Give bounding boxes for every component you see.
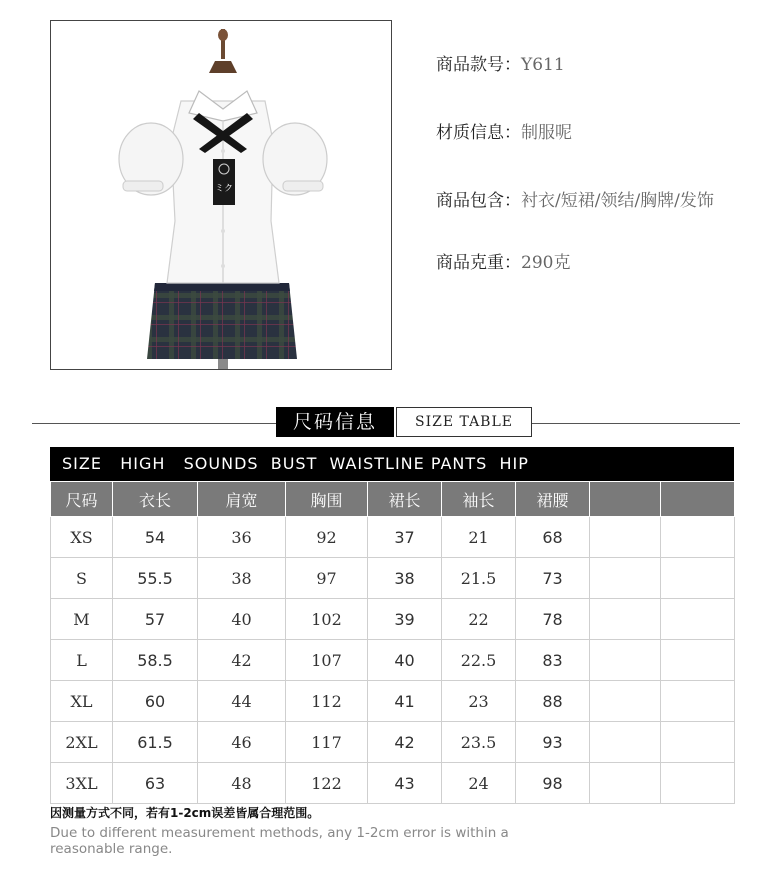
table-cell: 37 — [368, 517, 442, 558]
badge-text: ミク — [214, 184, 234, 194]
table-cell — [661, 517, 735, 558]
size-cell: 2XL — [51, 722, 113, 763]
info-label: 材质信息： — [436, 123, 521, 143]
info-value: 衬衣/短裙/领结/胸牌/发饰 — [521, 191, 714, 211]
size-table-title-en: SIZE TABLE — [396, 407, 532, 437]
table-cell — [590, 763, 661, 804]
table-cell: 43 — [368, 763, 442, 804]
table-cell: 55.5 — [113, 558, 198, 599]
uniform-illustration — [51, 21, 391, 369]
table-cell: 73 — [516, 558, 590, 599]
table-row — [51, 763, 735, 804]
info-weight — [436, 248, 570, 273]
column-header — [661, 482, 735, 517]
table-cell: 98 — [516, 763, 590, 804]
table-row — [51, 558, 735, 599]
table-cell: 102 — [286, 599, 368, 640]
table-cell — [661, 681, 735, 722]
divider-right — [532, 423, 740, 424]
table-cell — [661, 722, 735, 763]
table-cell: 24 — [442, 763, 516, 804]
table-cell: 40 — [368, 640, 442, 681]
table-cell: 46 — [198, 722, 286, 763]
size-cell: L — [51, 640, 113, 681]
note-chinese: 因测量方式不同，若有1-2cm误差皆属合理范围。 — [50, 806, 320, 820]
size-table-english-header: SIZE HIGH SOUNDS BUST WAISTLINE PANTS HIP — [50, 447, 734, 481]
table-cell — [590, 722, 661, 763]
info-style-number — [436, 50, 565, 75]
table-cell: 97 — [286, 558, 368, 599]
table-cell: 122 — [286, 763, 368, 804]
table-cell — [590, 517, 661, 558]
table-cell: 21 — [442, 517, 516, 558]
info-label: 商品包含： — [436, 191, 521, 211]
info-material — [436, 118, 572, 143]
table-cell: 22 — [442, 599, 516, 640]
table-row — [51, 722, 735, 763]
size-cell: XL — [51, 681, 113, 722]
table-cell — [590, 640, 661, 681]
table-cell: 57 — [113, 599, 198, 640]
column-header: 衣长 — [113, 482, 198, 517]
table-cell: 93 — [516, 722, 590, 763]
column-header: 裙腰 — [516, 482, 590, 517]
info-value: 制服呢 — [521, 123, 572, 143]
table-row — [51, 640, 735, 681]
table-cell: 23.5 — [442, 722, 516, 763]
size-cell: S — [51, 558, 113, 599]
table-cell: 107 — [286, 640, 368, 681]
table-cell: 21.5 — [442, 558, 516, 599]
table-cell: 60 — [113, 681, 198, 722]
info-contents — [436, 186, 714, 211]
table-row — [51, 517, 735, 558]
table-cell: 22.5 — [442, 640, 516, 681]
size-cell: 3XL — [51, 763, 113, 804]
info-value: 290克 — [521, 253, 571, 273]
table-header-row — [51, 482, 735, 517]
divider-left — [32, 423, 276, 424]
table-cell: 92 — [286, 517, 368, 558]
note-english: Due to different measurement methods, any 1-2cm error is within a reasonable range. — [50, 825, 509, 857]
info-value: Y611 — [521, 55, 565, 75]
table-cell: 41 — [368, 681, 442, 722]
column-header: 胸围 — [286, 482, 368, 517]
table-cell: 38 — [368, 558, 442, 599]
column-header: 裙长 — [368, 482, 442, 517]
table-cell: 36 — [198, 517, 286, 558]
table-cell: 83 — [516, 640, 590, 681]
table-cell — [590, 681, 661, 722]
info-label: 商品款号： — [436, 55, 521, 75]
size-cell: M — [51, 599, 113, 640]
table-cell: 78 — [516, 599, 590, 640]
table-cell: 42 — [198, 640, 286, 681]
column-header: 尺码 — [51, 482, 113, 517]
table-cell: 23 — [442, 681, 516, 722]
table-cell: 54 — [113, 517, 198, 558]
table-cell: 112 — [286, 681, 368, 722]
table-cell: 42 — [368, 722, 442, 763]
table-cell: 48 — [198, 763, 286, 804]
product-photo — [50, 20, 392, 370]
table-cell: 117 — [286, 722, 368, 763]
column-header: 肩宽 — [198, 482, 286, 517]
table-cell: 40 — [198, 599, 286, 640]
table-cell — [661, 558, 735, 599]
table-row — [51, 681, 735, 722]
size-cell: XS — [51, 517, 113, 558]
table-cell: 44 — [198, 681, 286, 722]
table-row — [51, 599, 735, 640]
info-label: 商品克重： — [436, 253, 521, 273]
table-cell: 68 — [516, 517, 590, 558]
size-table — [50, 481, 735, 804]
table-cell — [590, 599, 661, 640]
table-cell: 61.5 — [113, 722, 198, 763]
column-header — [590, 482, 661, 517]
table-cell: 39 — [368, 599, 442, 640]
size-table-title-cn: 尺码信息 — [276, 407, 394, 437]
table-cell — [590, 558, 661, 599]
table-cell — [661, 599, 735, 640]
table-cell — [661, 640, 735, 681]
table-cell: 88 — [516, 681, 590, 722]
table-cell: 58.5 — [113, 640, 198, 681]
table-cell: 63 — [113, 763, 198, 804]
table-cell: 38 — [198, 558, 286, 599]
column-header: 袖长 — [442, 482, 516, 517]
table-cell — [661, 763, 735, 804]
